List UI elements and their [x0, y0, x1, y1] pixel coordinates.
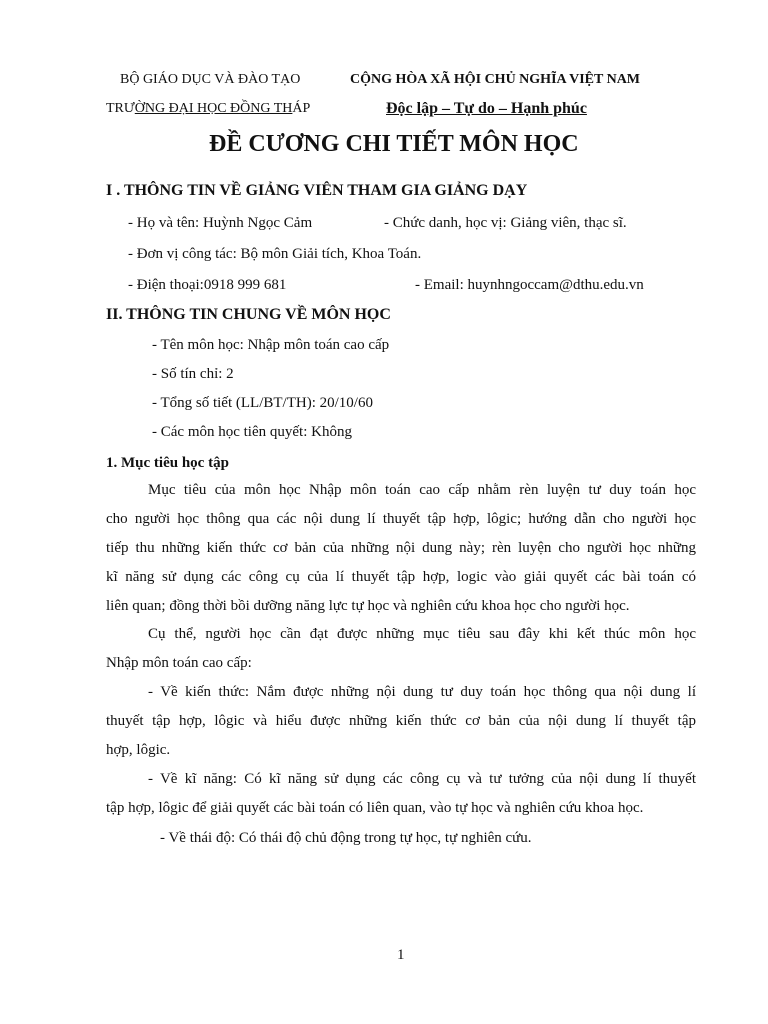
republic-name: CỘNG HÒA XÃ HỘI CHỦ NGHĨA VIỆT NAM [350, 72, 641, 87]
ministry-name: BỘ GIÁO DỤC VÀ ĐÀO TẠO [120, 72, 301, 87]
page-title: ĐỀ CƯƠNG CHI TIẾT MÔN HỌC [209, 131, 579, 157]
lecturer-email: - Email: huynhngoccam@dthu.edu.vn [415, 277, 644, 293]
paragraph-line: tập hợp, lôgic để giải quyết các bài toán có liên quan, vào tự học và nghiên cứu khoa học. [106, 800, 644, 816]
paragraph-line: - Về kĩ năng: Có kĩ năng sử dụng các công cụ và tư tưởng của nội dung lí thuyết [148, 771, 696, 787]
course-credits: - Số tín chỉ: 2 [152, 366, 234, 382]
course-hours: - Tổng số tiết (LL/BT/TH): 20/10/60 [152, 395, 373, 411]
objectives-skills [106, 765, 696, 823]
lecturer-name: - Họ và tên: Huỳnh Ngọc Cảm [128, 215, 313, 231]
lecturer-title: - Chức danh, học vị: Giảng viên, thạc sĩ. [384, 215, 627, 231]
paragraph-line: liên quan; đồng thời bồi dưỡng năng lực tự học và nghiên cứu khoa học cho người học. [106, 598, 630, 614]
university-name-suffix: ÁP [292, 101, 311, 116]
university-name [106, 101, 310, 118]
lecturer-unit: - Đơn vị công tác: Bộ môn Giải tích, Khoa Toán. [128, 246, 422, 262]
paragraph-line: Cụ thể, người học cần đạt được những mục tiêu sau đây khi kết thúc môn học [148, 626, 696, 642]
university-name-prefix: TRƯ [106, 101, 135, 116]
paragraph-line: hợp, lôgic. [106, 742, 171, 758]
paragraph-line: cho người học thông qua các nội dung lí thuyết tập hợp, lôgic; hướng dẫn cho người học [106, 511, 696, 527]
paragraph-line: tiếp thu những kiến thức cơ bản của những nội dung này; rèn luyện cho người học những [106, 540, 696, 556]
objectives-paragraph-1 [106, 476, 696, 621]
paragraph-line: kĩ năng sử dụng các công cụ của lí thuyết tập hợp, logic vào giải quyết các bài toán có [106, 569, 696, 585]
objectives-paragraph-2 [106, 620, 696, 678]
section-2-heading: II. THÔNG TIN CHUNG VỀ MÔN HỌC [106, 306, 391, 323]
national-motto: Độc lập – Tự do – Hạnh phúc [386, 100, 587, 117]
paragraph-line: - Về kiến thức: Nắm được những nội dung tư duy toán học thông qua nội dung lí [148, 684, 696, 700]
page-number: 1 [397, 947, 405, 963]
objectives-heading: 1. Mục tiêu học tập [106, 455, 229, 471]
objectives-attitude: - Về thái độ: Có thái độ chủ động trong tự học, tự nghiên cứu. [160, 830, 532, 846]
course-name: - Tên môn học: Nhập môn toán cao cấp [152, 337, 390, 353]
objectives-knowledge [106, 678, 696, 765]
course-prerequisites: - Các môn học tiên quyết: Không [152, 424, 352, 440]
university-name-underlined: ỜNG ĐẠI HỌC ĐỒNG TH [134, 101, 293, 116]
paragraph-line: Mục tiêu của môn học Nhập môn toán cao cấp nhằm rèn luyện tư duy toán học [148, 482, 696, 498]
paragraph-line: thuyết tập hợp, lôgic và hiểu được những kiến thức cơ bản của nội dung lí thuyết tập [106, 713, 696, 729]
paragraph-line: Nhập môn toán cao cấp: [106, 655, 252, 671]
lecturer-phone: - Điện thoại:0918 999 681 [128, 277, 287, 293]
section-1-heading: I . THÔNG TIN VỀ GIẢNG VIÊN THAM GIA GIẢNG DẠY [106, 182, 528, 199]
